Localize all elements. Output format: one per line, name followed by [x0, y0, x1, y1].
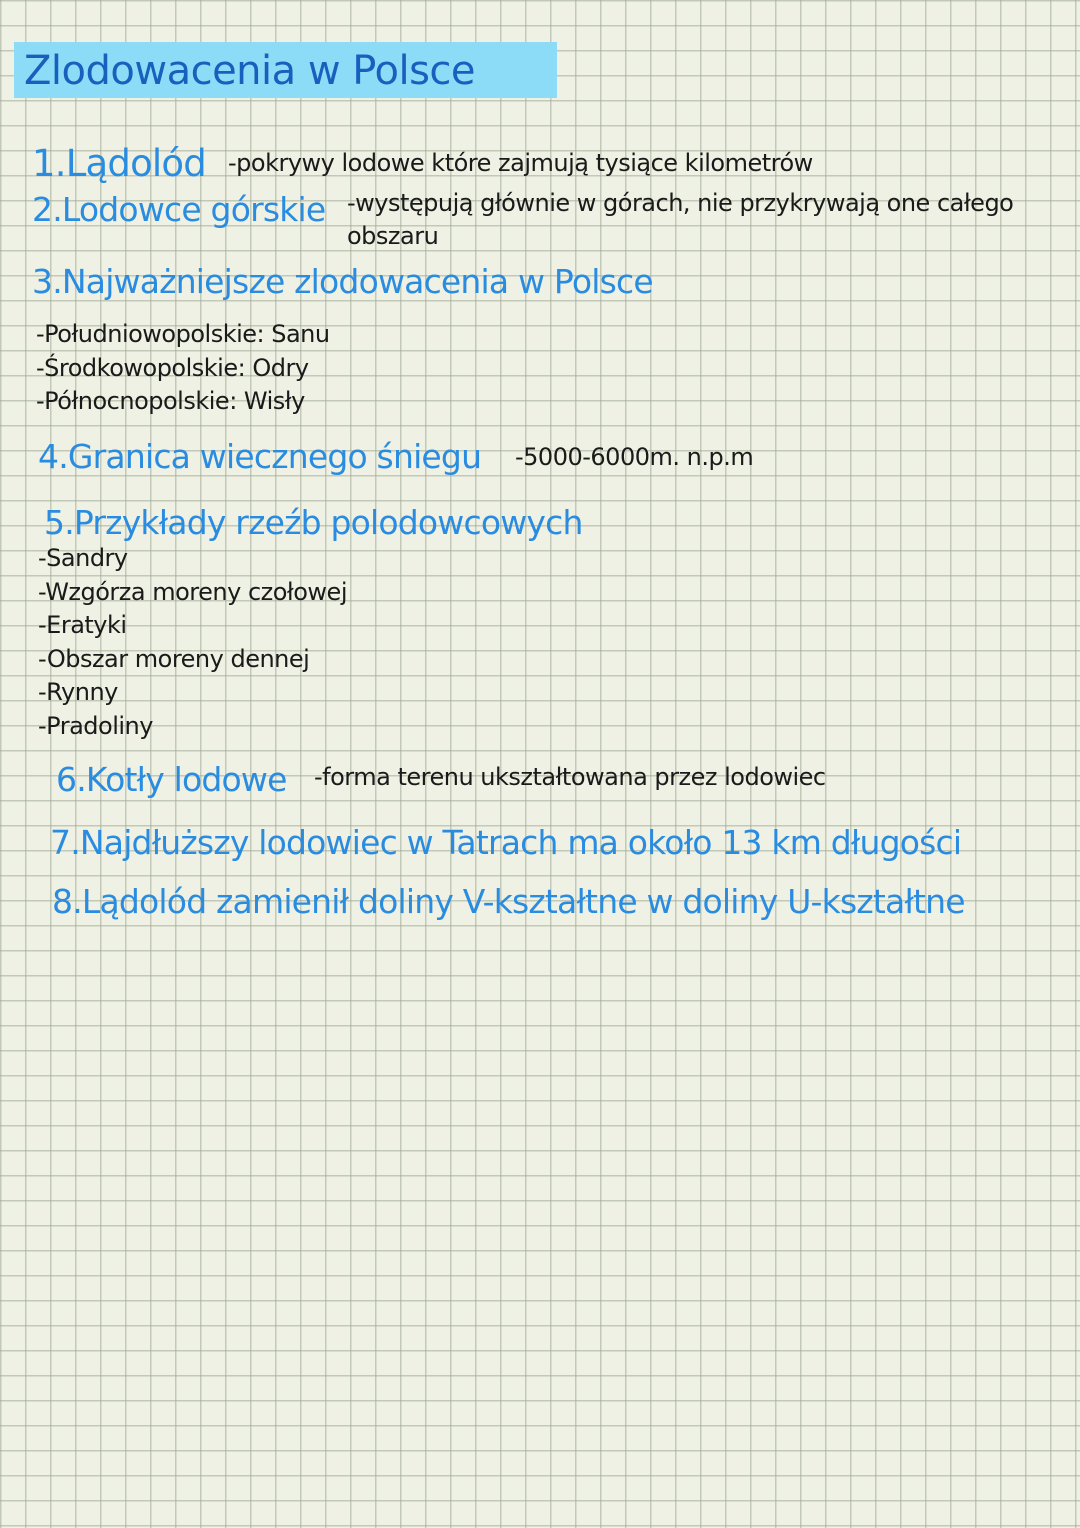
heading-5: 5.Przykłady rzeźb polodowcowych	[44, 503, 583, 542]
definition-6: -forma terenu ukształtowana przez lodowiec	[314, 763, 826, 791]
definition-2-cont: obszaru	[347, 222, 439, 250]
glaciations-list	[36, 318, 330, 419]
heading-8: 8.Lądolód zamienił doliny V-kształtne w doliny U-kształtne	[52, 882, 965, 921]
list-item: -Środkowopolskie: Odry	[36, 353, 309, 382]
heading-4: 4.Granica wiecznego śniegu	[38, 437, 482, 476]
list-item: -Obszar moreny dennej	[38, 644, 310, 673]
list-item: -Sandry	[38, 544, 128, 572]
definition-1: -pokrywy lodowe które zajmują tysiące kilometrów	[228, 149, 813, 177]
heading-7: 7.Najdłuższy lodowiec w Tatrach ma około 13 km długości	[50, 823, 962, 862]
heading-6: 6.Kotły lodowe	[56, 760, 287, 799]
page-title: Zlodowacenia w Polsce	[24, 48, 476, 94]
list-item: -Eratyki	[38, 611, 127, 639]
definition-4: -5000-6000m. n.p.m	[515, 443, 754, 471]
list-item: -Północnopolskie: Wisły	[36, 387, 305, 415]
list-item: -Wzgórza moreny czołowej	[38, 577, 347, 606]
heading-1: 1.Lądolód	[32, 142, 206, 185]
list-item: -Pradoliny	[38, 711, 153, 740]
definition-2: -występują głównie w górach, nie przykrywają one całego	[347, 189, 1014, 217]
heading-3: 3.Najważniejsze zlodowacenia w Polsce	[32, 262, 653, 301]
list-item: -Rynny	[38, 678, 118, 706]
heading-2: 2.Lodowce górskie	[32, 190, 326, 229]
landforms-list	[38, 542, 347, 743]
list-item: -Południowopolskie: Sanu	[36, 320, 330, 348]
